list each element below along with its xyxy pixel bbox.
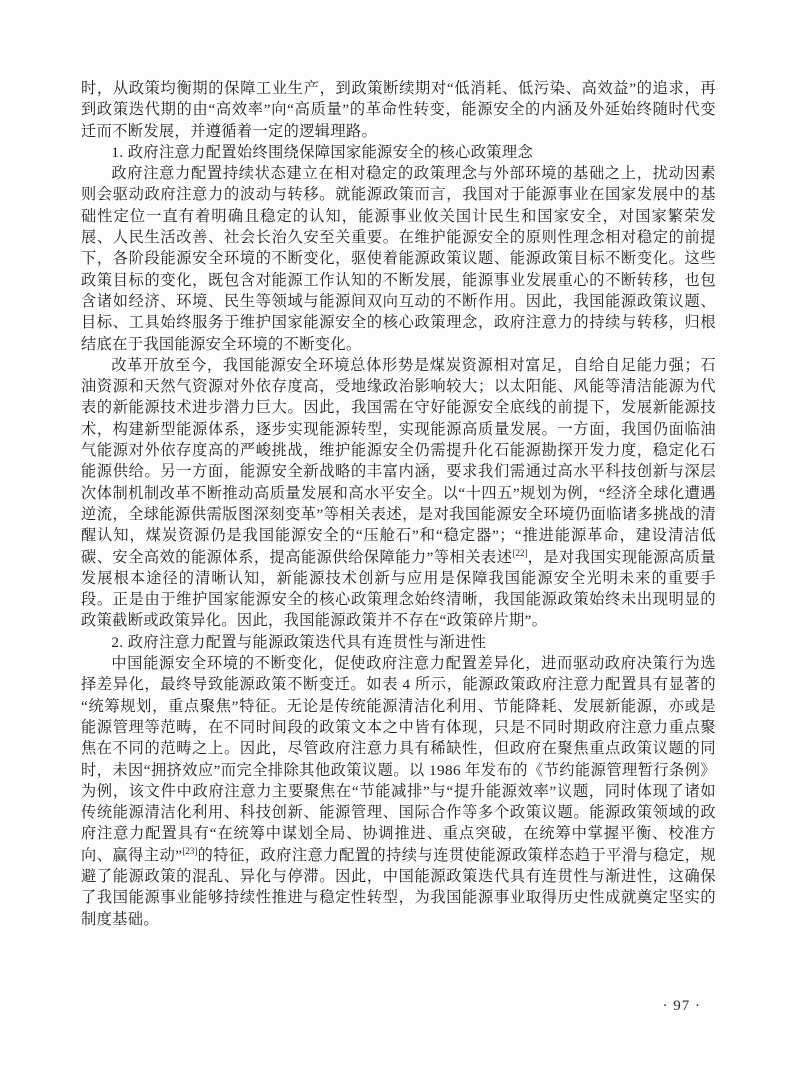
reference-superscript: [23] — [182, 845, 198, 856]
paragraph: 中国能源安全环境的不断变化，促使政府注意力配置差异化，进而驱动政府决策行为选择差异化，最终导致能源政策不断变迁。如表 4 所示，能源政策政府注意力配置具有显著的“统筹规划，重点聚焦”特征。无论是传统能源清洁化利用、节能降耗、发展新能源，亦或是能源管理等范畴，在不同时间段的政策文本之中皆有体现，只是不同时期政府注意力重点聚焦在不同的范畴之上。因此，尽管政府注意力具有稀缺性，但政府在聚焦重点政策议题的同时，未因“拥挤效应”而完全排除其他政策议题。以 1986 年发布的《节约能源管理暂行条例》为例，该文件中政府注意力主要聚焦在“节能减排”与“提升能源效率”议题，同时体现了诸如传统能源清洁化利用、科技创新、能源管理、国际合作等多个政策议题。能源政策领域的政府注意力配置具有“在统筹中谋划全局、协调推进、重点突破，在统筹中掌握平衡、校准方向、赢得主动”[23]的特征，政府注意力配置的持续与连贯使能源政策样态趋于平滑与稳定，规避了能源政策的混乱、异化与停滞。因此，中国能源政策迭代具有连贯性与渐进性，这确保了我国能源事业能够持续性推进与稳定性转型，为我国能源事业取得历史性成就奠定坚实的制度基础。 — [81, 655, 717, 928]
paragraph: 改革开放至今，我国能源安全环境总体形势是煤炭资源相对富足，自给自足能力强；石油资源和天然气资源对外依存度高，受地缘政治影响较大；以太阳能、风能等清洁能源为代表的新能源技术进步潜力巨大。因此，我国需在守好能源安全底线的前提下，发展新能源技术，构建新型能源体系，逐步实现能源转型，实现能源高质量发展。一方面，我国仍面临油气能源对外依存度高的严峻挑战，维护能源安全仍需提升化石能源勘探开发力度，稳定化石能源供给。另一方面，能源安全新战略的丰富内涵，要求我们需通过高水平科技创新与深层次体制机制改革不断推动高质量发展和高水平安全。以“十四五”规划为例，“经济全球化遭遇逆流，全球能源供需版图深刻变革”等相关表述，是对我国能源安全环境仍面临诸多挑战的清醒认知，煤炭资源仍是我国能源安全的“压舱石”和“稳定器”；“推进能源革命，建设清洁低碳、安全高效的能源体系，提高能源供给保障能力”等相关表述[22]，是对我国实现能源高质量发展根本途径的清晰认知，新能源技术创新与应用是保障我国能源安全光明未来的重要手段。正是由于维护国家能源安全的核心政策理念始终清晰，我国能源政策始终未出现明显的政策截断或政策异化。因此，我国能源政策并不存在“政策碎片期”。 — [81, 356, 716, 630]
paragraph: 时，从政策均衡期的保障工业生产，到政策断续期对“低消耗、低污染、高效益”的追求，再到政策迭代期的由“高效率”向“高质量”的革命性转变，能源安全的内涵及外延始终随时代变迁而不断发展，并遵循着一定的逻辑理路。 — [81, 80, 716, 140]
section-heading: 1. 政府注意力配置始终围绕保障国家能源安全的核心政策理念 — [111, 143, 534, 161]
text-content — [81, 78, 716, 930]
section-heading: 2. 政府注意力配置与能源政策迭代具有连贯性与渐进性 — [111, 633, 487, 651]
paragraph: 政府注意力配置持续状态建立在相对稳定的政策理念与外部环境的基础之上，扰动因素则会驱动政府注意力的波动与转移。就能源政策而言，我国对于能源事业在国家发展中的基础性定位一直有着明确且稳定的认知，能源事业攸关国计民生和国家安全，对国家繁荣发展、人民生活改善、社会长治久安至关重要。在维护能源安全的原则性理念相对稳定的前提下，各阶段能源安全环境的不断变化，驱使着能源政策议题、能源政策目标不断变化。这些政策目标的变化，既包含对能源工作认知的不断发展，能源事业发展重心的不断转移，也包含诸如经济、环境、民生等领域与能源间双向互动的不断作用。因此，我国能源政策议题、目标、工具始终服务于维护国家能源安全的核心政策理念，政府注意力的持续与转移，归根结底在于我国能源安全环境的不断变化。 — [81, 165, 716, 353]
page-number: · 97 · — [662, 998, 701, 1014]
reference-superscript: [22] — [512, 547, 528, 558]
